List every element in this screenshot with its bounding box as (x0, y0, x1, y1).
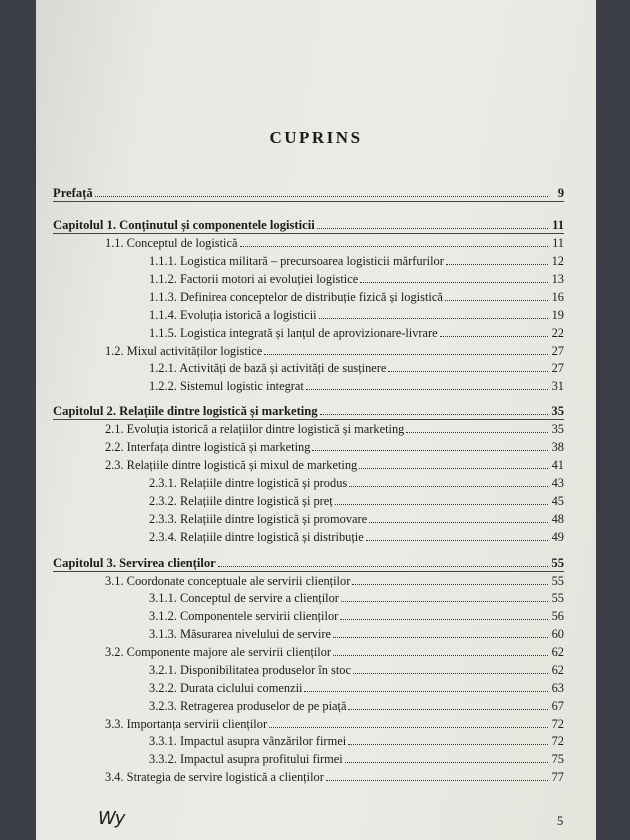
toc-entry-page: 35 (551, 422, 564, 436)
toc-entry-page: 22 (551, 326, 564, 340)
dot-leader (340, 619, 548, 620)
toc-entry (149, 492, 564, 508)
toc-entry (149, 528, 564, 544)
toc-entry-title: 3.2. Componente majore ale servirii clienților (105, 645, 332, 659)
dot-leader (446, 264, 548, 265)
toc-entry (149, 589, 564, 605)
toc-entry-page: 67 (551, 699, 564, 713)
chapter-underline (53, 201, 564, 202)
toc-entry-title: 3.2.3. Retragerea produselor de pe piață (149, 699, 347, 713)
toc-entry-page: 45 (551, 494, 564, 508)
toc-entry-title: Prefață (53, 186, 93, 200)
toc-entry (105, 438, 564, 454)
toc-entry (149, 661, 564, 677)
toc-chapter (53, 554, 564, 570)
toc-entry-title: Capitolul 2. Relațiile dintre logistică și marketing (53, 404, 318, 418)
toc-entry-page: 77 (551, 770, 564, 784)
toc-entry (149, 359, 564, 375)
toc-entry-title: 3.3.2. Impactul asupra profitului firmei (149, 752, 343, 766)
page-title: CUPRINS (269, 128, 363, 147)
toc-entry (149, 510, 564, 526)
toc-entry-title: 1.1.3. Definirea conceptelor de distribuție fizică și logistică (149, 290, 443, 304)
toc-entry (149, 474, 564, 490)
toc-entry-page: 16 (551, 290, 564, 304)
toc-entry-page: 11 (552, 218, 564, 232)
toc-entry (149, 377, 564, 393)
toc-entry-title: 2.3. Relațiile dintre logistică și mixul de marketing (105, 458, 358, 472)
toc-entry (149, 324, 564, 340)
toc-entry-page: 27 (551, 361, 564, 375)
toc-entry (149, 252, 564, 268)
dot-leader (264, 354, 548, 355)
dot-leader (406, 432, 548, 433)
toc-entry-page: 43 (551, 476, 564, 490)
dot-leader (333, 655, 548, 656)
toc-entry-page: 55 (551, 574, 564, 588)
toc-entry-page: 56 (551, 609, 564, 623)
toc-entry (105, 234, 564, 250)
toc-entry-page: 62 (551, 645, 564, 659)
toc-entry-page: 12 (551, 254, 564, 268)
dot-leader (348, 744, 548, 745)
toc-entry-page: 38 (551, 440, 564, 454)
dot-leader (388, 371, 548, 372)
toc-entry-title: 2.3.1. Relațiile dintre logistică și produs (149, 476, 348, 490)
toc-entry-title: 2.3.2. Relațiile dintre logistică și preț (149, 494, 333, 508)
toc-entry-page: 72 (551, 734, 564, 748)
dot-leader (348, 709, 548, 710)
toc-entry (105, 456, 564, 472)
toc-entry (105, 342, 564, 358)
toc-entry (105, 572, 564, 588)
toc-entry-page: 63 (551, 681, 564, 695)
toc-entry-title: 1.2.1. Activități de bază și activități de susținere (149, 361, 387, 375)
toc-entry-title: 1.1.2. Factorii motori ai evoluției logistice (149, 272, 359, 286)
toc-entry-title: 3.1.3. Măsurarea nivelului de servire (149, 627, 332, 641)
toc-entry-title: 1.1.4. Evoluția istorică a logisticii (149, 308, 317, 322)
toc-entry (105, 643, 564, 659)
dot-leader (369, 522, 548, 523)
toc-entry-title: 1.1.5. Logistica integrată și lanțul de aprovizionare-livrare (149, 326, 438, 340)
toc-entry (149, 697, 564, 713)
dot-leader (333, 637, 548, 638)
dot-leader (320, 414, 548, 415)
toc-entry (105, 715, 564, 731)
toc-entry (149, 270, 564, 286)
toc-entry-title: 3.1.2. Componentele servirii clienților (149, 609, 339, 623)
toc-entry-title: Capitolul 3. Servirea clienților (53, 556, 216, 570)
dot-leader (353, 673, 548, 674)
toc-entry-title: 2.2. Interfața dintre logistică și marketing (105, 440, 311, 454)
toc-entry-page: 41 (551, 458, 564, 472)
dot-leader (326, 780, 548, 781)
dot-leader (312, 450, 548, 451)
toc-entry-title: 3.1.1. Conceptul de servire a clienților (149, 591, 339, 605)
dot-leader (345, 762, 548, 763)
toc-entry (149, 750, 564, 766)
dot-leader (359, 468, 548, 469)
dot-leader (440, 336, 548, 337)
toc-entry-title: 3.2.2. Durata ciclului comenzii (149, 681, 303, 695)
toc-chapter (53, 402, 564, 418)
toc-entry (149, 288, 564, 304)
toc-entry (149, 732, 564, 748)
dot-leader (366, 540, 548, 541)
toc-entry-page: 31 (551, 379, 564, 393)
toc-entry-page: 9 (557, 186, 564, 200)
toc-entry-title: 1.1. Conceptul de logistică (105, 236, 238, 250)
dot-leader (341, 601, 548, 602)
dot-leader (306, 389, 548, 390)
toc-entry (149, 625, 564, 641)
toc-entry-title: 2.3.4. Relațiile dintre logistică și distribuție (149, 530, 364, 544)
dot-leader (218, 566, 548, 567)
toc-entry-page: 60 (551, 627, 564, 641)
toc-entry-page: 72 (551, 717, 564, 731)
dot-leader (445, 300, 548, 301)
toc-entry-title: 3.1. Coordonate conceptuale ale servirii clienților (105, 574, 351, 588)
toc-entry (149, 306, 564, 322)
page-number: 5 (557, 814, 564, 828)
toc-entry-title: 3.3. Importanța servirii clienților (105, 717, 268, 731)
toc-entry-page: 62 (551, 663, 564, 677)
toc-entry-page: 11 (552, 236, 564, 250)
toc-entry-page: 27 (551, 344, 564, 358)
toc-entry (149, 607, 564, 623)
toc-entry-title: 3.4. Strategia de servire logistică a clienților (105, 770, 324, 784)
toc-chapter (53, 216, 564, 232)
dot-leader (335, 504, 548, 505)
toc-entry-title: 3.3.1. Impactul asupra vânzărilor firmei (149, 734, 347, 748)
dot-leader (360, 282, 548, 283)
toc-entry-page: 48 (551, 512, 564, 526)
toc-entry-page: 13 (551, 272, 564, 286)
dot-leader (352, 584, 548, 585)
toc-entry-page: 55 (551, 556, 564, 570)
toc-entry (105, 768, 564, 784)
handwritten-mark: Wy (98, 808, 125, 829)
toc-entry (149, 679, 564, 695)
toc-entry-page: 49 (551, 530, 564, 544)
toc-entry-title: 1.2.2. Sistemul logistic integrat (149, 379, 304, 393)
dot-leader (349, 486, 548, 487)
toc-entry-page: 35 (551, 404, 564, 418)
toc-entry (105, 420, 564, 436)
toc-entry-title: 1.1.1. Logistica militară – precursoarea logisticii mărfurilor (149, 254, 444, 268)
toc-entry-page: 75 (551, 752, 564, 766)
dot-leader (317, 228, 548, 229)
toc-entry-title: 3.2.1. Disponibilitatea produselor în stoc (149, 663, 352, 677)
toc-entry-page: 55 (551, 591, 564, 605)
dot-leader (95, 196, 548, 197)
toc-entry-title: 1.2. Mixul activităților logistice (105, 344, 263, 358)
dot-leader (240, 246, 549, 247)
toc-entry-page: 19 (551, 308, 564, 322)
toc-entry-title: 2.1. Evoluția istorică a relațiilor dintre logistică și marketing (105, 422, 405, 436)
toc-entry-title: Capitolul 1. Conținutul și componentele logisticii (53, 218, 315, 232)
toc-chapter (53, 184, 564, 200)
dot-leader (269, 727, 548, 728)
dot-leader (319, 318, 548, 319)
dot-leader (304, 691, 548, 692)
toc-entry-title: 2.3.3. Relațiile dintre logistică și promovare (149, 512, 368, 526)
book-page (36, 0, 596, 840)
